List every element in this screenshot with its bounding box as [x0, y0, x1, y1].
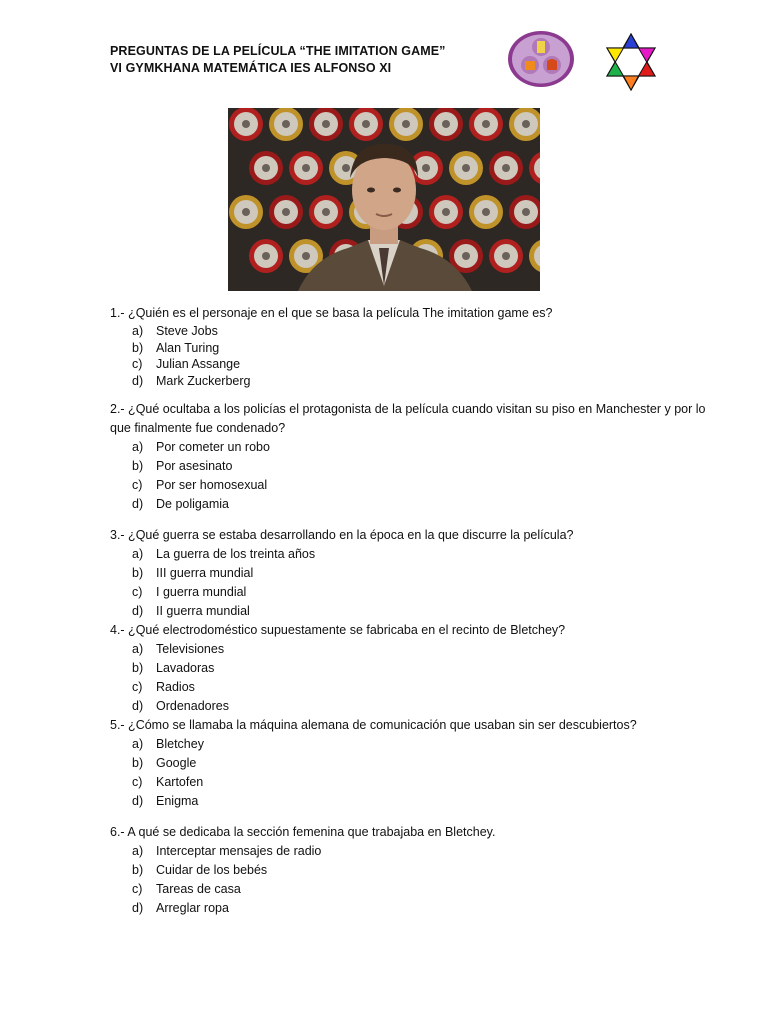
list-item: [110, 697, 710, 716]
option-label: Arreglar ropa: [156, 901, 229, 915]
list-item: [110, 899, 710, 918]
question-5: [110, 716, 710, 811]
option-label: De poligamia: [156, 497, 229, 511]
list-item: [110, 583, 710, 602]
option-letter: b): [132, 459, 144, 473]
option-label: Interceptar mensajes de radio: [156, 844, 322, 858]
question-2: [110, 400, 710, 514]
question-text: 3.- ¿Qué guerra se estaba desarrollando en la época en la que discurre la película?: [110, 528, 574, 542]
option-letter: b): [132, 756, 144, 770]
option-letter: d): [132, 699, 144, 713]
option-letter: c): [132, 478, 143, 492]
question-4: [110, 621, 710, 716]
list-item: [110, 457, 710, 476]
list-item: [110, 861, 710, 880]
option-label: Steve Jobs: [156, 324, 218, 338]
list-item: [110, 495, 710, 514]
question-text: 2.- ¿Qué ocultaba a los policías el protagonista de la película cuando visitan su piso en Manchester y por lo que finalmente fue condenado?: [110, 402, 706, 435]
option-label: III guerra mundial: [156, 566, 254, 580]
option-letter: a): [132, 642, 144, 656]
options-list: [110, 842, 710, 918]
list-item: [110, 340, 710, 357]
list-item: [110, 659, 710, 678]
option-label: Bletchey: [156, 737, 204, 751]
options-list: [110, 545, 710, 621]
option-letter: c): [132, 882, 143, 896]
options-list: [110, 735, 710, 811]
list-item: [110, 792, 710, 811]
hexagram-icon: [600, 32, 662, 92]
header-subtitle: VI GYMKHANA MATEMÁTICA IES ALFONSO XI: [110, 61, 392, 75]
list-item: [110, 373, 710, 390]
option-letter: c): [132, 680, 143, 694]
list-item: [110, 476, 710, 495]
option-label: Por asesinato: [156, 459, 233, 473]
option-letter: a): [132, 844, 144, 858]
option-label: Televisiones: [156, 642, 225, 656]
options-list: [110, 640, 710, 716]
question-6: [110, 823, 710, 918]
option-letter: a): [132, 547, 144, 561]
option-label: Ordenadores: [156, 699, 229, 713]
option-label: Por cometer un robo: [156, 440, 270, 454]
option-letter: b): [132, 340, 144, 355]
list-item: [110, 678, 710, 697]
question-text: 6.- A qué se dedicaba la sección femenina que trabajaba en Bletchey.: [110, 825, 496, 839]
option-label: Mark Zuckerberg: [156, 373, 251, 388]
question-1: [110, 304, 710, 389]
option-label: Google: [156, 756, 197, 770]
list-item: [110, 545, 710, 564]
option-letter: d): [132, 497, 144, 511]
list-item: [110, 880, 710, 899]
option-label: Enigma: [156, 794, 199, 808]
option-letter: a): [132, 440, 144, 454]
option-letter: d): [132, 604, 144, 618]
option-letter: c): [132, 775, 143, 789]
option-label: Radios: [156, 680, 195, 694]
option-letter: c): [132, 585, 143, 599]
option-label: I guerra mundial: [156, 585, 247, 599]
option-label: La guerra de los treinta años: [156, 547, 316, 561]
question-text: 1.- ¿Quién es el personaje en el que se basa la película The imitation game es?: [110, 306, 553, 320]
header-title: PREGUNTAS DE LA PELÍCULA “THE IMITATION GAME”: [110, 44, 446, 58]
options-list: [110, 323, 710, 389]
list-item: [110, 356, 710, 373]
option-label: Alan Turing: [156, 340, 220, 355]
option-letter: d): [132, 794, 144, 808]
option-label: Lavadoras: [156, 661, 215, 675]
option-label: II guerra mundial: [156, 604, 250, 618]
list-item: [110, 754, 710, 773]
list-item: [110, 602, 710, 621]
option-label: Cuidar de los bebés: [156, 863, 268, 877]
option-letter: b): [132, 863, 144, 877]
option-letter: b): [132, 566, 144, 580]
question-text: 4.- ¿Qué electrodoméstico supuestamente se fabricaba en el recinto de Bletchey?: [110, 623, 566, 637]
list-item: [110, 640, 710, 659]
option-letter: a): [132, 324, 144, 338]
option-letter: a): [132, 737, 144, 751]
option-letter: d): [132, 901, 144, 915]
question-3: [110, 526, 710, 621]
document-header: [110, 43, 446, 77]
option-letter: b): [132, 661, 144, 675]
question-text: 5.- ¿Cómo se llamaba la máquina alemana de comunicación que usaban sin ser descubiertos?: [110, 718, 637, 732]
option-label: Kartofen: [156, 775, 204, 789]
option-label: Por ser homosexual: [156, 478, 268, 492]
list-item: [110, 842, 710, 861]
option-label: Tareas de casa: [156, 882, 241, 896]
options-list: [110, 438, 710, 514]
question-list: [110, 304, 710, 918]
list-item: [110, 773, 710, 792]
list-item: [110, 735, 710, 754]
option-letter: c): [132, 357, 143, 371]
list-item: [110, 323, 710, 340]
movie-still-image: [228, 108, 540, 291]
school-crest-icon: [506, 29, 576, 89]
list-item: [110, 564, 710, 583]
option-letter: d): [132, 373, 144, 388]
list-item: [110, 438, 710, 457]
option-label: Julian Assange: [156, 357, 241, 371]
